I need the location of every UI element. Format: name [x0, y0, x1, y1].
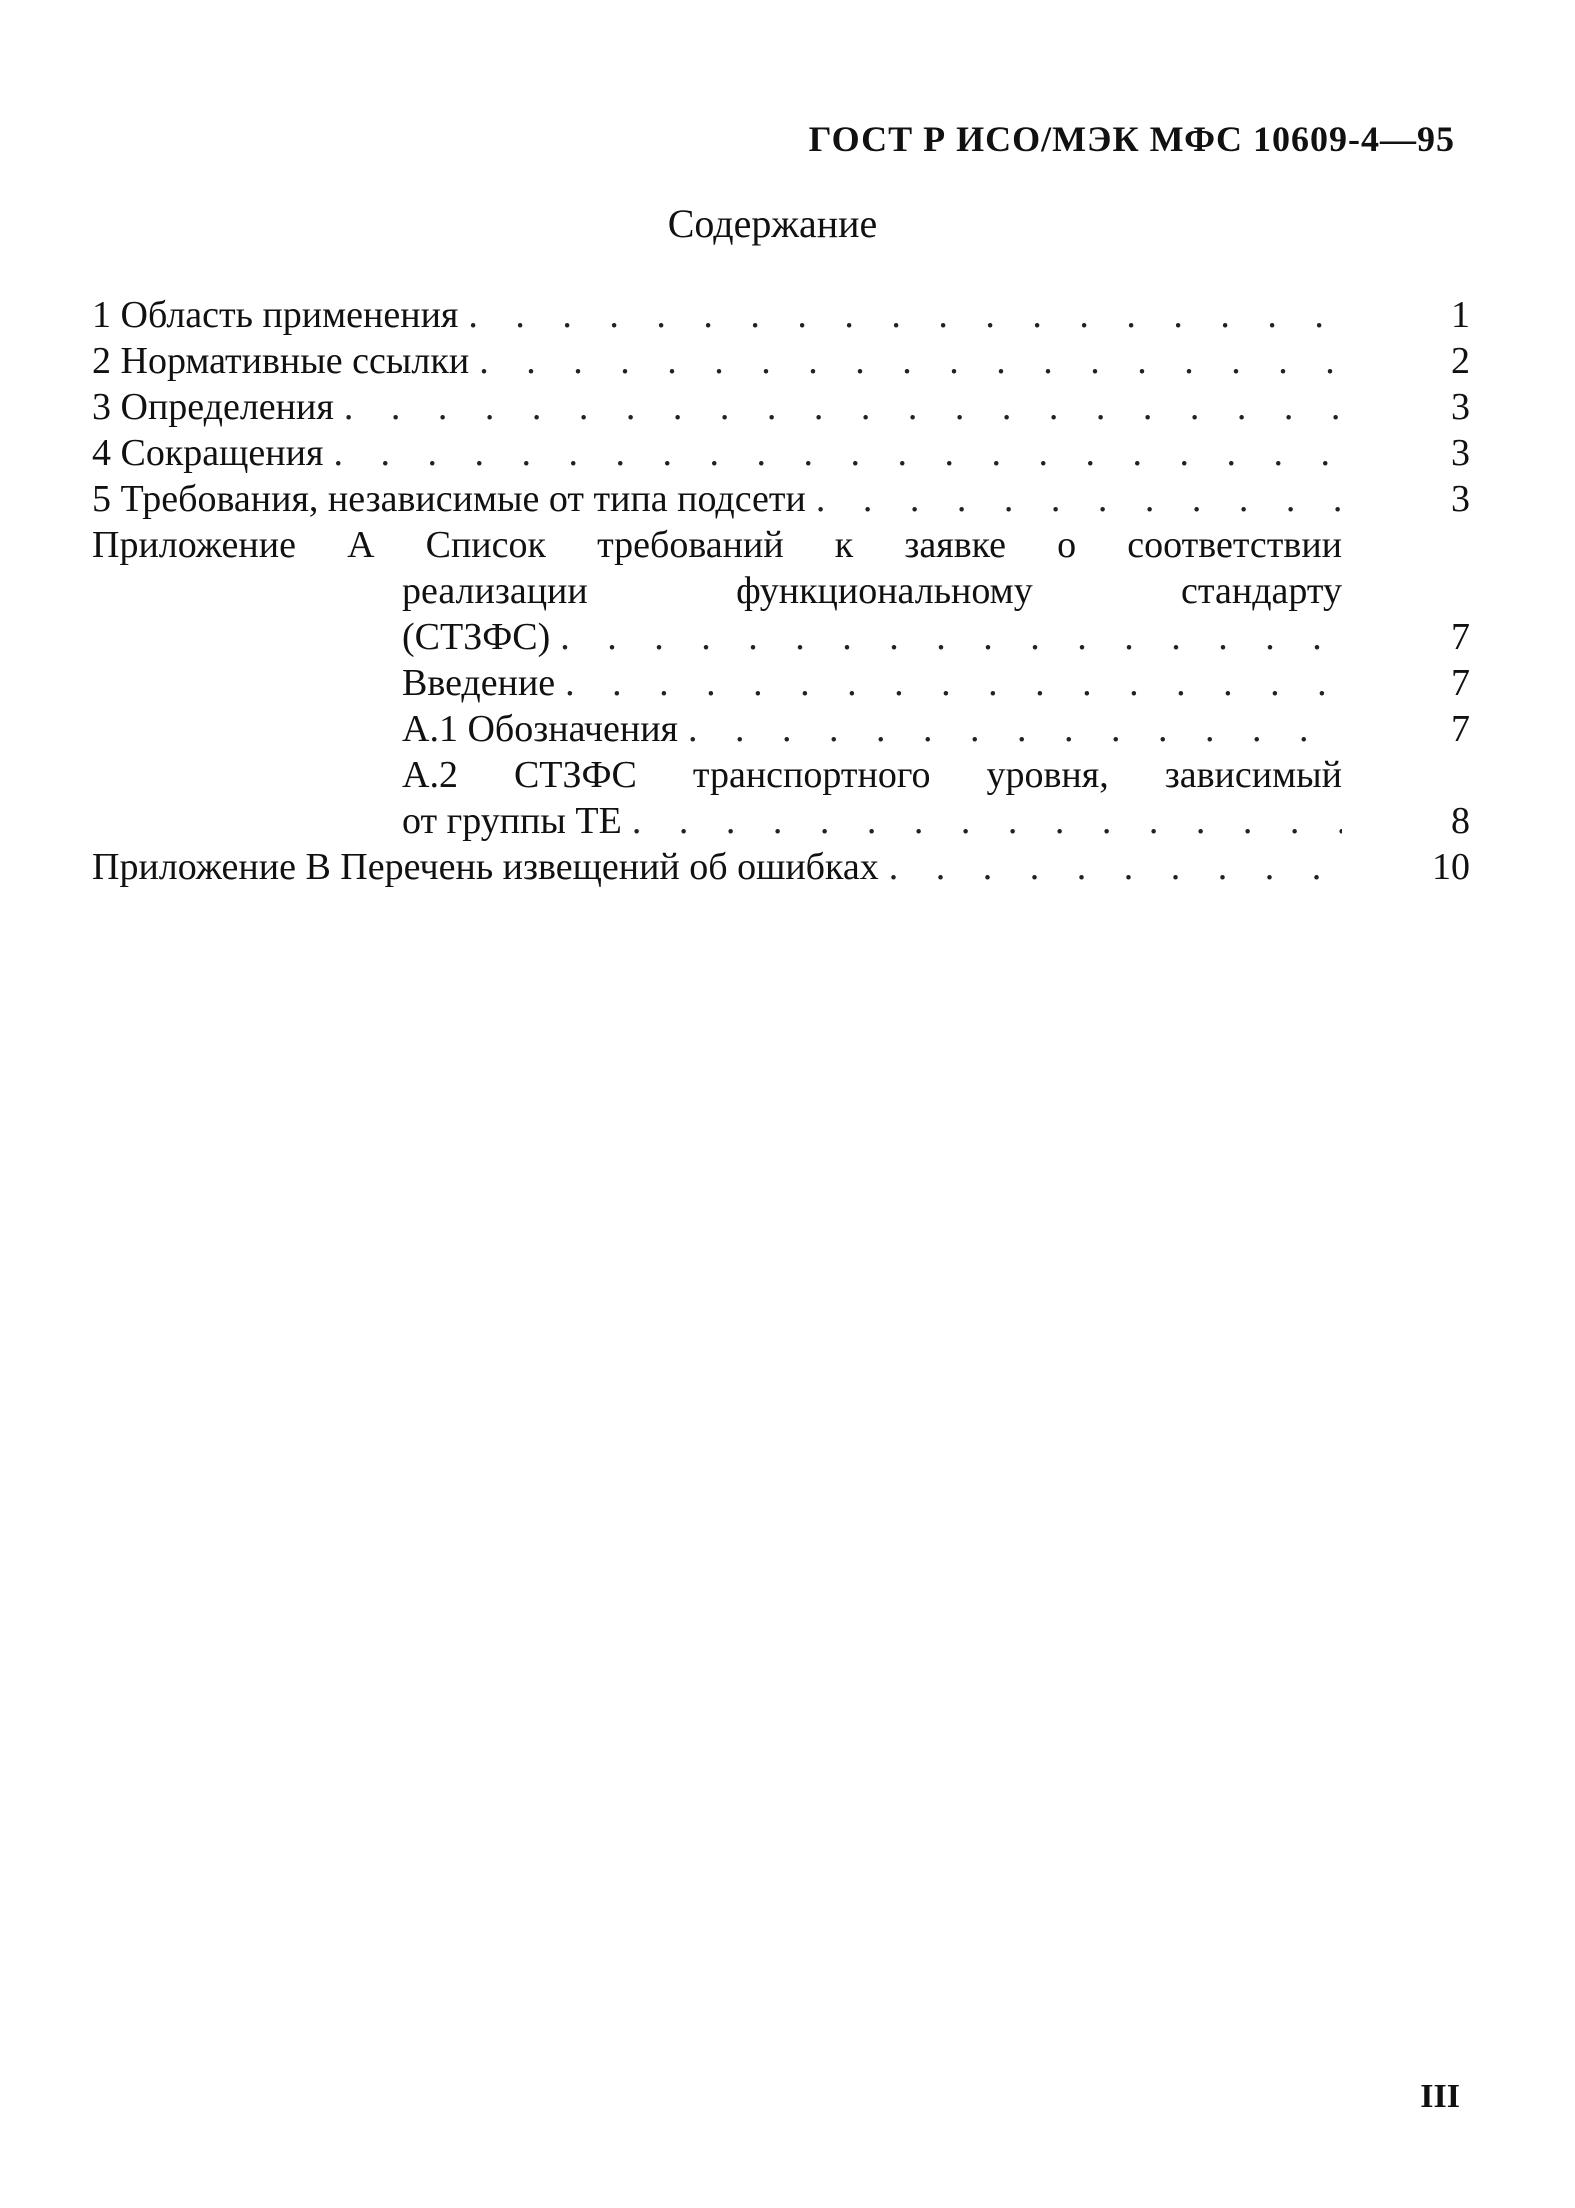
toc-dot-leader [632, 798, 1342, 844]
toc-entry-requirements[interactable] [92, 476, 1342, 522]
toc-entry-introduction[interactable] [402, 660, 1342, 706]
toc-dot-leader [816, 476, 1342, 522]
toc-entry-label: 5 Требования, независимые от типа подсети [92, 478, 806, 520]
toc-dot-leader [688, 706, 1342, 752]
toc-entry-label: А.1 Обозначения [402, 708, 679, 750]
toc-entry-a2-line1[interactable] [402, 752, 1342, 798]
toc-entry-definitions[interactable] [92, 384, 1342, 430]
page-number: III [1420, 2078, 1460, 2115]
toc-entry-label: Введение [402, 662, 556, 704]
toc-entry-page: 3 [1451, 386, 1470, 428]
toc-dot-leader [560, 614, 1342, 660]
toc-entry-page: 3 [1451, 432, 1470, 474]
toc-dot-leader [344, 384, 1342, 430]
toc-entry-page: 2 [1451, 340, 1470, 382]
toc-entry-normative-references[interactable] [92, 338, 1342, 384]
toc-entry-label: Приложение В Перечень извещений об ошибках [92, 846, 879, 888]
toc-entry-label: (СТЗФС) [402, 616, 551, 658]
toc-entry-page: 7 [1451, 616, 1470, 658]
toc-entry-page: 1 [1451, 294, 1470, 336]
toc-entry-label: А.2 СТЗФС транспортного уровня, зависимый [402, 754, 1342, 796]
toc-entry-label: Приложение А Список требований к заявке о соответствии [92, 524, 1342, 566]
toc-entry-annex-b[interactable] [92, 844, 1342, 890]
toc-entry-annex-a-line2[interactable] [402, 568, 1342, 614]
toc-entry-label: 2 Нормативные ссылки [92, 340, 470, 382]
toc-entry-page: 8 [1451, 800, 1470, 842]
toc-entry-page: 3 [1451, 478, 1470, 520]
toc-entry-annex-a-line1[interactable] [92, 522, 1342, 568]
toc-entry-label: от группы ТЕ [402, 800, 622, 842]
toc-entry-label: 3 Определения [92, 386, 334, 428]
toc-entry-a2-line2[interactable] [402, 798, 1342, 844]
toc-entry-abbreviations[interactable] [92, 430, 1342, 476]
toc-entry-page: 7 [1451, 708, 1470, 750]
toc-dot-leader [889, 844, 1342, 890]
toc-entry-label: 4 Сокращения [92, 432, 324, 474]
toc-dot-leader [479, 338, 1342, 384]
toc-entry-scope[interactable] [92, 292, 1342, 338]
toc-dot-leader [565, 660, 1342, 706]
toc-entry-page: 7 [1451, 662, 1470, 704]
toc-title: Содержание [667, 201, 878, 246]
toc-dot-leader [333, 430, 1342, 476]
toc-entry-a1-notation[interactable] [402, 706, 1342, 752]
toc-entry-label: реализации функциональному стандарту [402, 570, 1342, 612]
toc-entry-page: 10 [1432, 846, 1470, 888]
toc-entry-label: 1 Область применения [92, 294, 459, 336]
toc-entry-annex-a-line3[interactable] [402, 614, 1342, 660]
document-code: ГОСТ Р ИСО/МЭК МФС 10609-4—95 [808, 119, 1455, 159]
toc-dot-leader [468, 292, 1342, 338]
